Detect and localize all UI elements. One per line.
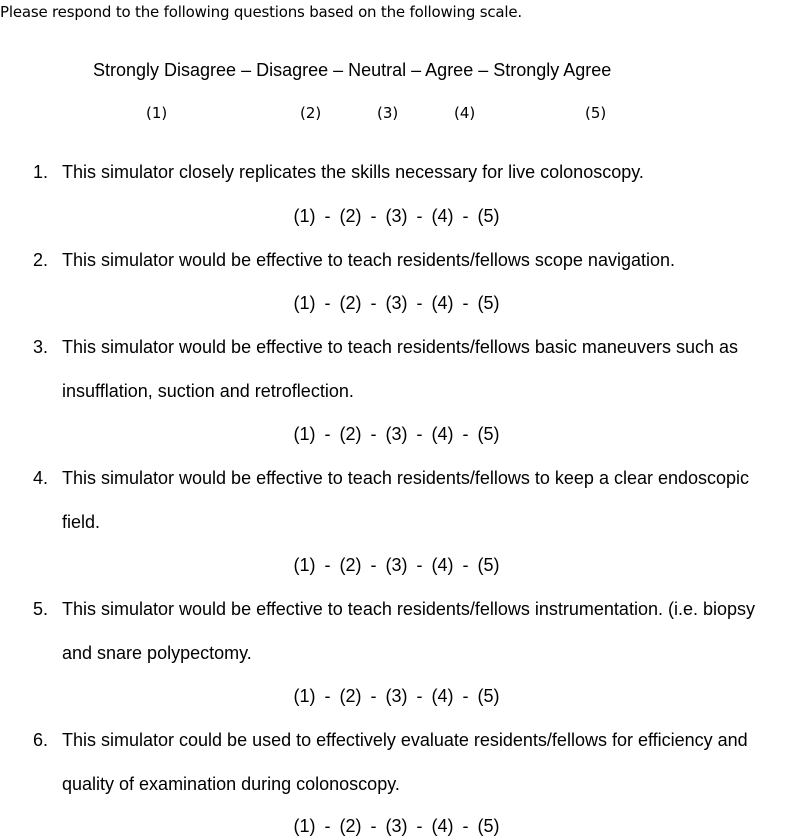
choice-option[interactable]: (5) bbox=[477, 555, 500, 575]
choice-option[interactable]: (3) bbox=[385, 206, 408, 226]
question-number: 2. bbox=[32, 250, 48, 270]
choice-option[interactable]: (1) bbox=[293, 686, 316, 706]
question-line: This simulator could be used to effectively evaluate residents/fellows for efficiency and bbox=[62, 730, 748, 750]
question-text bbox=[62, 719, 793, 806]
question-line: This simulator would be effective to teach residents/fellows instrumentation. (i.e. biopsy bbox=[62, 599, 755, 619]
choice-separator: - bbox=[370, 555, 377, 575]
question-number: 4. bbox=[32, 468, 48, 488]
choice-separator: - bbox=[324, 686, 331, 706]
choice-option[interactable]: (1) bbox=[293, 424, 316, 444]
choice-option[interactable]: (2) bbox=[339, 816, 362, 836]
choice-option[interactable]: (2) bbox=[339, 424, 362, 444]
scale-number-3: (3) bbox=[377, 104, 399, 122]
intro-text: Please respond to the following questions based on the following scale. bbox=[0, 3, 522, 21]
choice-option[interactable]: (2) bbox=[339, 686, 362, 706]
scale-legend: Strongly Disagree – Disagree – Neutral – Agree – Strongly Agree bbox=[93, 60, 612, 80]
answer-choices bbox=[0, 293, 793, 314]
answer-choices bbox=[0, 816, 793, 837]
choice-separator: - bbox=[324, 293, 331, 313]
question-line: field. bbox=[62, 511, 101, 532]
choice-option[interactable]: (2) bbox=[339, 555, 362, 575]
choice-option[interactable]: (4) bbox=[431, 555, 454, 575]
choice-separator: - bbox=[462, 424, 469, 444]
question-number: 1. bbox=[32, 162, 48, 182]
choice-option[interactable]: (4) bbox=[431, 816, 454, 836]
choice-separator: - bbox=[462, 555, 469, 575]
choice-separator: - bbox=[416, 293, 423, 313]
answer-choices bbox=[0, 555, 793, 576]
choice-option[interactable]: (1) bbox=[293, 206, 316, 226]
scale-number-2: (2) bbox=[300, 104, 322, 122]
choice-separator: - bbox=[324, 424, 331, 444]
choice-separator: - bbox=[416, 206, 423, 226]
choice-option[interactable]: (3) bbox=[385, 686, 408, 706]
choice-option[interactable]: (1) bbox=[293, 555, 316, 575]
choice-separator: - bbox=[324, 555, 331, 575]
choice-separator: - bbox=[462, 293, 469, 313]
question-line: This simulator would be effective to teach residents/fellows basic maneuvers such as bbox=[62, 337, 738, 357]
question-line: This simulator closely replicates the skills necessary for live colonoscopy. bbox=[62, 162, 644, 182]
question-line: and snare polypectomy. bbox=[62, 642, 252, 663]
choice-separator: - bbox=[462, 816, 469, 836]
choice-separator: - bbox=[462, 686, 469, 706]
choice-option[interactable]: (5) bbox=[477, 816, 500, 836]
answer-choices bbox=[0, 686, 793, 707]
choice-separator: - bbox=[324, 816, 331, 836]
question-line: quality of examination during colonoscopy. bbox=[62, 773, 400, 794]
scale-number-5: (5) bbox=[585, 104, 607, 122]
choice-separator: - bbox=[370, 206, 377, 226]
choice-separator: - bbox=[462, 206, 469, 226]
answer-choices bbox=[0, 424, 793, 445]
choice-separator: - bbox=[416, 424, 423, 444]
choice-option[interactable]: (5) bbox=[477, 686, 500, 706]
choice-separator: - bbox=[370, 816, 377, 836]
answer-choices bbox=[0, 206, 793, 227]
choice-separator: - bbox=[324, 206, 331, 226]
question-line: This simulator would be effective to teach residents/fellows to keep a clear endoscopic bbox=[62, 468, 750, 488]
choice-separator: - bbox=[416, 816, 423, 836]
choice-option[interactable]: (4) bbox=[431, 686, 454, 706]
choice-option[interactable]: (2) bbox=[339, 293, 362, 313]
choice-option[interactable]: (2) bbox=[339, 206, 362, 226]
choice-separator: - bbox=[416, 555, 423, 575]
question-text bbox=[62, 151, 793, 195]
choice-option[interactable]: (3) bbox=[385, 555, 408, 575]
question-text bbox=[62, 326, 793, 413]
choice-option[interactable]: (5) bbox=[477, 293, 500, 313]
question-text bbox=[62, 588, 793, 675]
question-line: insufflation, suction and retroflection. bbox=[62, 380, 354, 401]
choice-option[interactable]: (4) bbox=[431, 206, 454, 226]
choice-separator: - bbox=[370, 424, 377, 444]
question-text bbox=[62, 239, 793, 283]
question-number: 6. bbox=[32, 730, 48, 750]
question-number: 3. bbox=[32, 337, 48, 357]
question-number: 5. bbox=[32, 599, 48, 619]
choice-option[interactable]: (4) bbox=[431, 424, 454, 444]
choice-option[interactable]: (4) bbox=[431, 293, 454, 313]
choice-option[interactable]: (5) bbox=[477, 424, 500, 444]
choice-separator: - bbox=[370, 686, 377, 706]
choice-option[interactable]: (1) bbox=[293, 293, 316, 313]
choice-option[interactable]: (5) bbox=[477, 206, 500, 226]
question-text bbox=[62, 457, 793, 544]
choice-option[interactable]: (1) bbox=[293, 816, 316, 836]
scale-number-1: (1) bbox=[146, 104, 168, 122]
choice-separator: - bbox=[416, 686, 423, 706]
choice-separator: - bbox=[370, 293, 377, 313]
choice-option[interactable]: (3) bbox=[385, 424, 408, 444]
choice-option[interactable]: (3) bbox=[385, 293, 408, 313]
choice-option[interactable]: (3) bbox=[385, 816, 408, 836]
question-line: This simulator would be effective to teach residents/fellows scope navigation. bbox=[62, 250, 675, 270]
scale-number-4: (4) bbox=[454, 104, 476, 122]
